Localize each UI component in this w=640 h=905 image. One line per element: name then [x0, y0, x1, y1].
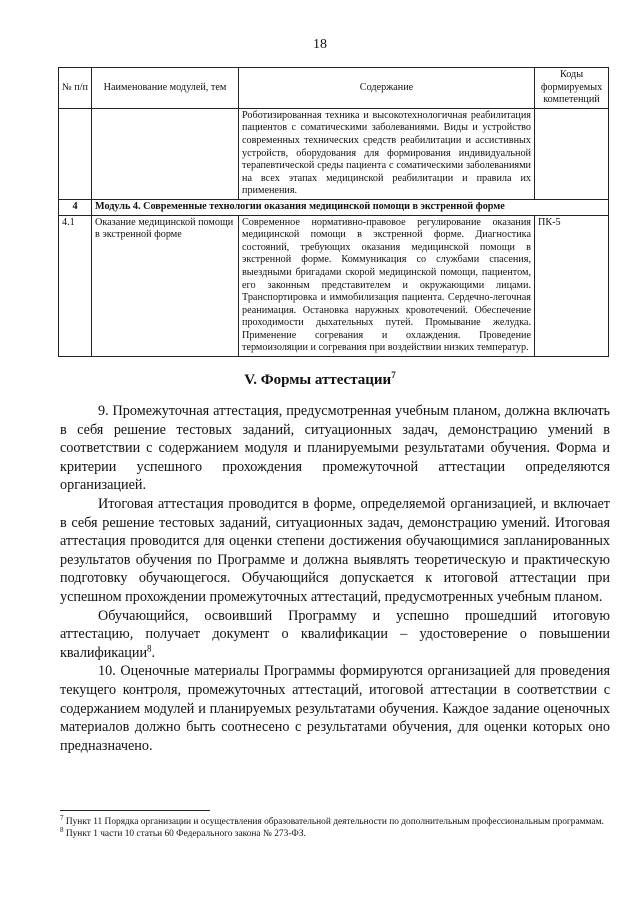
footnote-ref-7: 7: [391, 370, 396, 380]
section-body: [60, 402, 610, 755]
footnote-text: Пункт 1 части 10 статьи 60 Федерального закона № 273-ФЗ.: [63, 829, 306, 839]
paragraph-qualification-document: [60, 607, 610, 663]
paragraph-assessment-materials: 10. Оценочные материалы Программы формируются организацией для проведения текущего контроля, промежуточных аттестаций, итоговой аттестации в соответствии с содержанием модулей и планируемых результатами обучения. Каждое задание оценочных материалов должно быть соотнесено с результатами обучения, для оценки которых оно предназначено.: [60, 663, 610, 754]
paragraph-end: .: [151, 644, 156, 661]
table-row: [59, 108, 609, 199]
module-title: Модуль 4. Современные технологии оказания медицинской помощи в экстренной форме: [92, 199, 609, 215]
topic-codes: ПК-5: [535, 215, 609, 357]
footnotes: [60, 813, 610, 840]
page-number: 18: [313, 37, 327, 52]
curriculum-table: [58, 67, 609, 357]
paragraph-final-attestation: Итоговая аттестация проводится в форме, определяемой организацией, и включает в себя решение тестовых заданий, ситуационных задач, демонстрацию умений. Итоговая аттестация проводится для оценки степени достижения обучающимися запланированных результатов обучения по Программе и должна выявлять теоретическую и практическую подготовку обучающегося. Обучающийся допускается к итоговой аттестации при успешном прохождении промежуточных аттестаций, предусмотренных учебным планом.: [60, 495, 610, 605]
paragraph-text: Обучающийся, освоивший Программу и успешно прошедший итоговую аттестацию, получает документ о квалификации – удостоверение о повышении квалификации: [60, 607, 610, 661]
table-header-row: [59, 68, 609, 109]
footnote-7: [60, 813, 610, 828]
header-competency-codes: Коды формируемых компетенций: [535, 68, 609, 109]
paragraph-intermediate-attestation: 9. Промежуточная аттестация, предусмотренная учебным планом, должна включать в себя решение тестовых заданий, ситуационных задач, демонстрацию умений в соответствии с содержанием модуля и планируемыми результатами обучения. Форма и критерии успешного прохождения промежуточной аттестации определяются организацией.: [60, 403, 610, 494]
footnote-ref-8: 8: [147, 642, 152, 653]
header-num: № п/п: [59, 68, 92, 109]
section-title-text: V. Формы аттестации: [244, 372, 392, 388]
footnote-text: Пункт 11 Порядка организации и осуществления образовательной деятельности по дополнительным профессиональным программам.: [63, 817, 604, 827]
section-title: [0, 372, 640, 389]
cell-content: Роботизированная техника и высокотехнологичная реабилитация пациентов с соматическими заболеваниями. Виды и устройство современных технических средств реабилитации и ассистивных устройств, оборудования для формирования индивидуальной терапевтической среды пациента с соматическими заболеваниями на всех этапах медицинской реабилитации и правила их применения.: [239, 108, 535, 199]
footnote-divider: [60, 810, 210, 811]
module-row: [59, 199, 609, 215]
topic-num: 4.1: [59, 215, 92, 357]
cell-codes: [535, 108, 609, 199]
footnote-mark: 7: [60, 813, 64, 822]
topic-content: Современное нормативно-правовое регулирование оказания медицинской помощи в экстренной форме. Диагностика состояний, требующих оказания медицинской помощи в экстренной форме. Коммуникация со службами спасения, выездными бригадами скорой медицинской помощи, пациентом, его законным представителем и окружающими лицами. Транспортировка и иммобилизация пациента. Сердечно-легочная реанимация. Остановка наружных кровотечений. Обеспечение проходимости дыхательных путей. Промывание желудка. Применение согревания и охлаждения. Проведение термоизоляции и согревания при воздействии низких температур.: [239, 215, 535, 357]
footnote-8: [60, 825, 610, 840]
cell-num: [59, 108, 92, 199]
cell-name: [92, 108, 239, 199]
topic-name: Оказание медицинской помощи в экстренной форме: [92, 215, 239, 357]
header-module-name: Наименование модулей, тем: [92, 68, 239, 109]
header-content: Содержание: [239, 68, 535, 109]
footnote-mark: 8: [60, 825, 64, 834]
table-row: [59, 215, 609, 357]
module-num: 4: [59, 199, 92, 215]
